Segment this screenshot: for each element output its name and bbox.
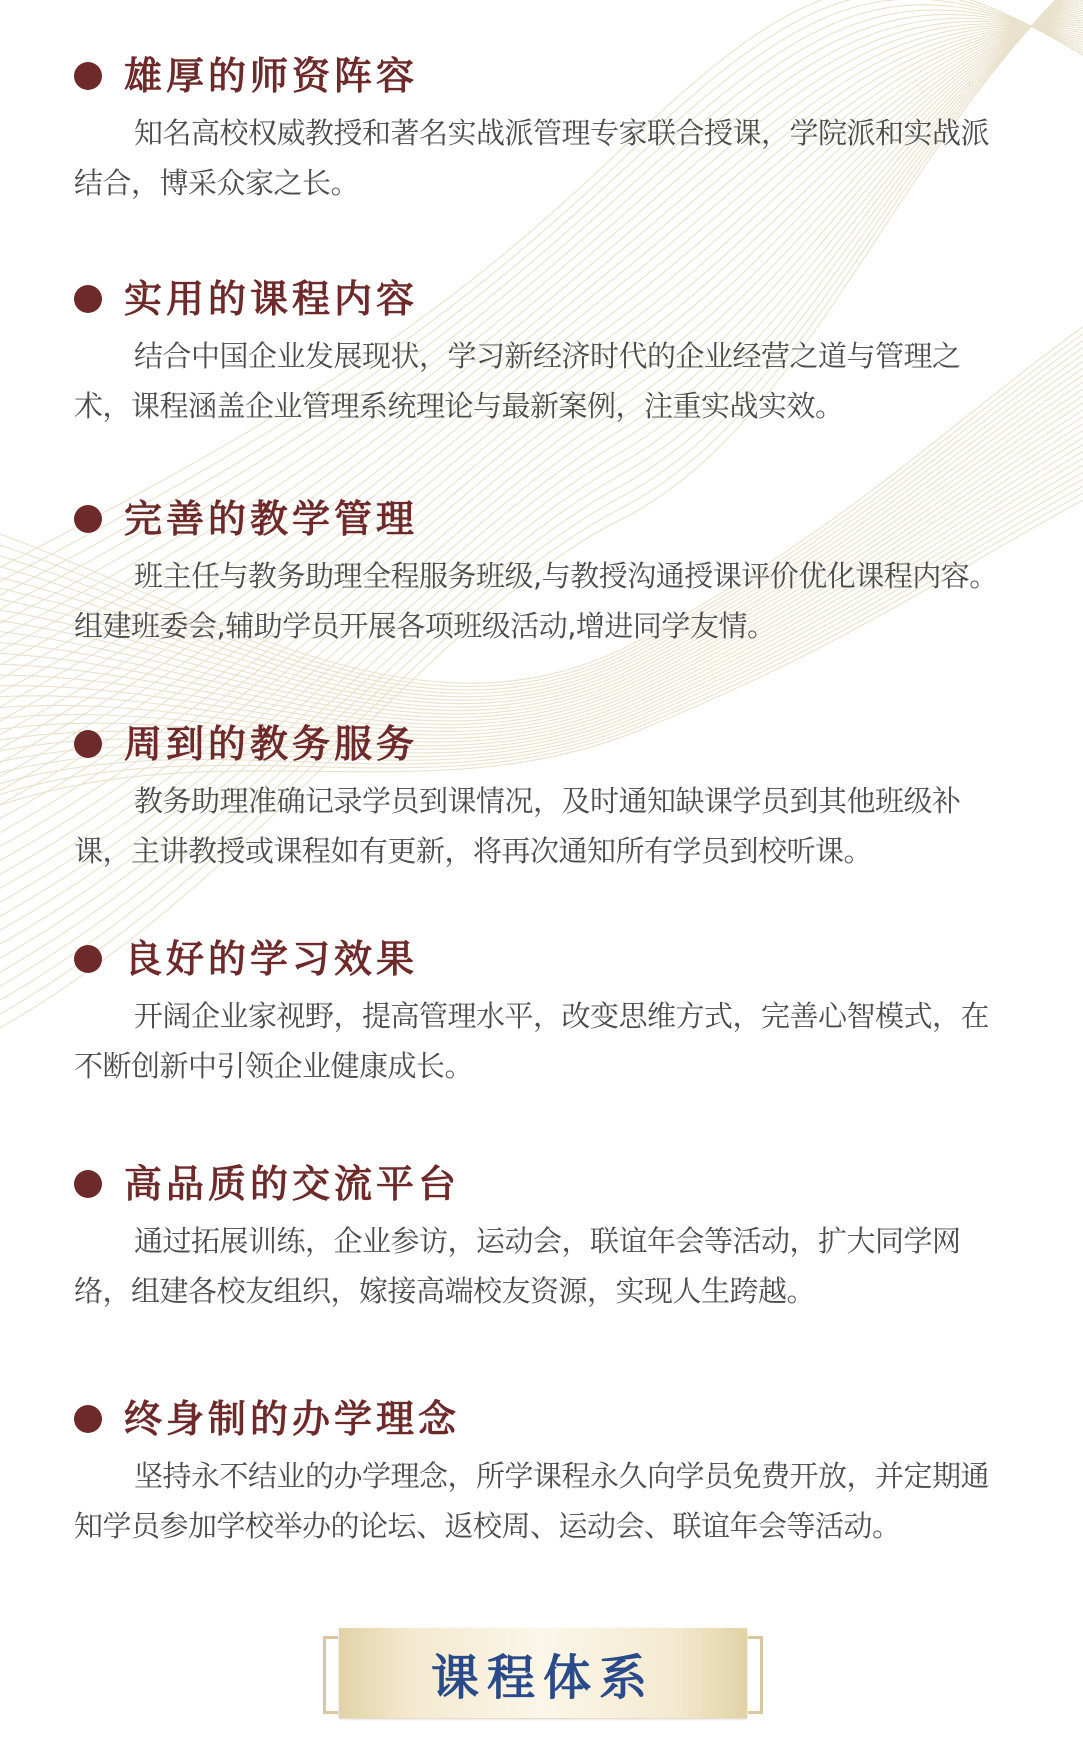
- bullet-dot-icon: [74, 730, 102, 758]
- section-title: 终身制的办学理念: [124, 1397, 461, 1441]
- section-title: 高品质的交流平台: [124, 1162, 461, 1206]
- section-header: [74, 495, 1014, 543]
- section-header: [74, 935, 1014, 983]
- section-header: [74, 52, 1014, 100]
- section-title: 良好的学习效果: [124, 937, 419, 981]
- section-teaching-management: [74, 495, 1014, 651]
- section-title: 完善的教学管理: [124, 497, 419, 541]
- bullet-dot-icon: [74, 62, 102, 90]
- section-body: 知名高校权威教授和著名实战派管理专家联合授课，学院派和实战派结合，博采众家之长。: [74, 116, 990, 200]
- left-bracket-decoration: [323, 1636, 338, 1714]
- banner-box: [339, 1628, 747, 1718]
- section-body: 开阔企业家视野，提高管理水平，改变思维方式，完善心智模式，在不断创新中引领企业健康成长。: [74, 999, 990, 1083]
- section-academic-service: [74, 720, 1014, 876]
- section-header: [74, 275, 1014, 323]
- section-curriculum: [74, 275, 1014, 431]
- bullet-dot-icon: [74, 945, 102, 973]
- section-header: [74, 720, 1014, 768]
- section-header: [74, 1395, 1014, 1443]
- section-title: 周到的教务服务: [124, 722, 419, 766]
- bullet-dot-icon: [74, 285, 102, 313]
- section-title: 实用的课程内容: [124, 277, 419, 321]
- bullet-dot-icon: [74, 505, 102, 533]
- section-lifelong-philosophy: [74, 1395, 1014, 1551]
- section-exchange-platform: [74, 1160, 1014, 1316]
- section-faculty: [74, 52, 1014, 208]
- right-bracket-decoration: [748, 1636, 763, 1714]
- section-body: 结合中国企业发展现状，学习新经济时代的企业经营之道与管理之术，课程涵盖企业管理系统理论与最新案例，注重实战实效。: [74, 339, 961, 423]
- section-learning-outcome: [74, 935, 1014, 1091]
- section-header: [74, 1160, 1014, 1208]
- course-system-banner: [323, 1628, 763, 1718]
- section-body: 班主任与教务助理全程服务班级,与教授沟通授课评价优化课程内容。组建班委会,辅助学员开展各项班级活动,增进同学友情。: [74, 559, 998, 643]
- section-title: 雄厚的师资阵容: [124, 54, 419, 98]
- banner-title: 课程体系: [430, 1649, 655, 1706]
- section-body: 坚持永不结业的办学理念，所学课程永久向学员免费开放，并定期通知学员参加学校举办的论坛、返校周、运动会、联谊年会等活动。: [74, 1459, 990, 1543]
- bullet-dot-icon: [74, 1170, 102, 1198]
- section-body: 通过拓展训练，企业参访，运动会，联谊年会等活动，扩大同学网络，组建各校友组织，嫁接高端校友资源，实现人生跨越。: [74, 1224, 961, 1308]
- bullet-dot-icon: [74, 1405, 102, 1433]
- section-body: 教务助理准确记录学员到课情况，及时通知缺课学员到其他班级补课，主讲教授或课程如有更新，将再次通知所有学员到校听课。: [74, 784, 961, 868]
